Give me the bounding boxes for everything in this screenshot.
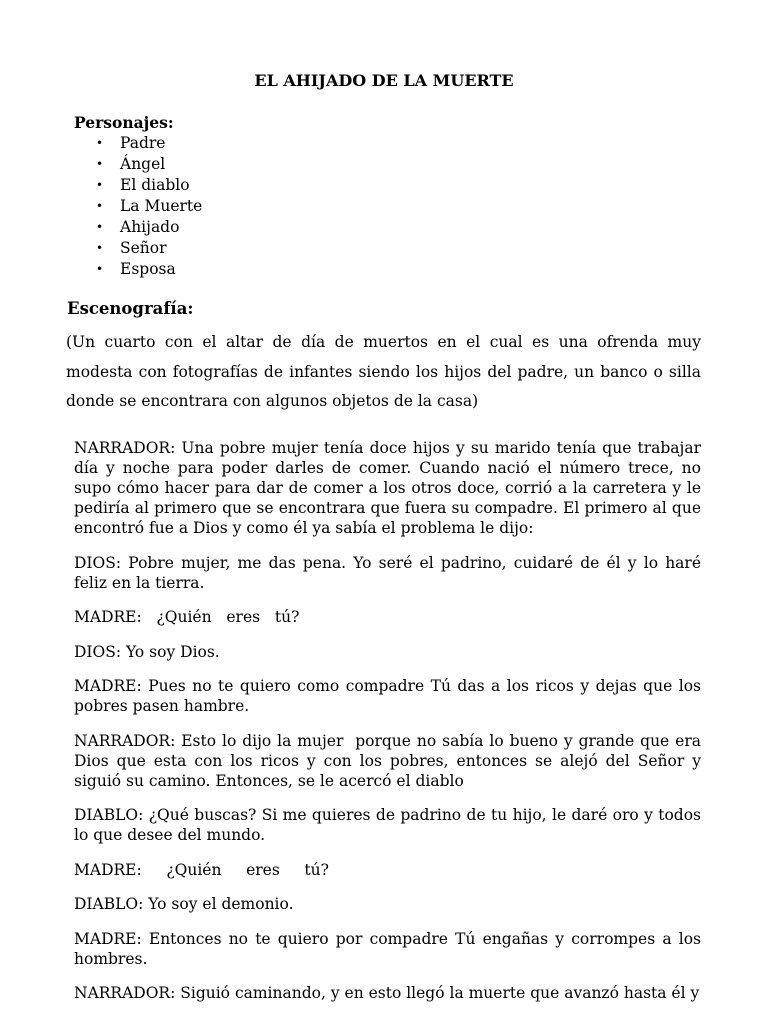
character-item: • La Muerte: [96, 197, 203, 215]
scenography-paragraph: (Un cuarto con el altar de día de muertos en el cual es una ofrenda muy modesta con fotografías de infantes siendo los hijos del padre, un banco o silla donde se encontrara con algunos objetos de la casa): [66, 333, 701, 410]
bullet-icon: •: [96, 262, 104, 276]
character-item: • Ahijado: [96, 218, 180, 236]
character-item: • Padre: [96, 134, 166, 152]
characters-heading: Personajes:: [74, 113, 174, 132]
character-item: • El diablo: [96, 176, 190, 194]
dialogue-paragraph: DIOS: Yo soy Dios.: [74, 642, 220, 661]
bullet-icon: •: [96, 220, 104, 234]
dialogue-paragraph: DIABLO: Yo soy el demonio.: [74, 895, 294, 913]
dialogue-section: [74, 438, 706, 1018]
dialogue-paragraph: NARRADOR: Siguió caminando, y en esto llegó la muerte que avanzó hasta él y: [74, 984, 700, 1002]
dialogue-paragraph: MADRE: ¿Quién eres tú?: [74, 860, 329, 879]
character-item: • Ángel: [96, 155, 166, 173]
character-item: • Esposa: [96, 260, 176, 278]
dialogue-paragraph: MADRE: Pues no te quiero como compadre Tú das a los ricos y dejas que los pobres pasen hambre.: [74, 677, 701, 715]
dialogue-paragraph: DIOS: Pobre mujer, me das pena. Yo seré el padrino, cuidaré de él y lo haré feliz en la tierra.: [74, 553, 701, 592]
dialogue-paragraph: NARRADOR: Esto lo dijo la mujer porque no sabía lo bueno y grande que era Dios que esta con los ricos y con los pobres, entonces se alejó del Señor y siguió su camino. Entonces, se le acercó el diablo: [74, 731, 706, 790]
dialogue-paragraph: MADRE: ¿Quién eres tú?: [74, 608, 300, 626]
document-title: EL AHIJADO DE LA MUERTE: [254, 71, 514, 90]
bullet-icon: •: [96, 157, 104, 171]
bullet-icon: •: [96, 136, 104, 150]
dialogue-paragraph: DIABLO: ¿Qué buscas? Si me quieres de padrino de tu hijo, le daré oro y todos lo que desee del mundo.: [74, 806, 701, 844]
bullet-icon: •: [96, 199, 104, 213]
dialogue-paragraph: NARRADOR: Una pobre mujer tenía doce hijos y su marido tenía que trabajar día y noche para poder darles de comer. Cuando nació el número trece, no supo cómo hacer para dar de comer a los otros doce, corrió a la carretera y le pediría al primero que se encontrara que fuera su compadre. El primero al que encontró fue a Dios y como él ya sabía el problema le dijo:: [74, 439, 701, 537]
character-item: • Señor: [96, 239, 167, 257]
scenography-heading: Escenografía:: [67, 299, 194, 318]
bullet-icon: •: [96, 241, 104, 255]
bullet-icon: •: [96, 178, 104, 192]
characters-list: [0, 133, 202, 280]
dialogue-paragraph: MADRE: Entonces no te quiero por compadre Tú engañas y corrompes a los hombres.: [74, 929, 701, 968]
